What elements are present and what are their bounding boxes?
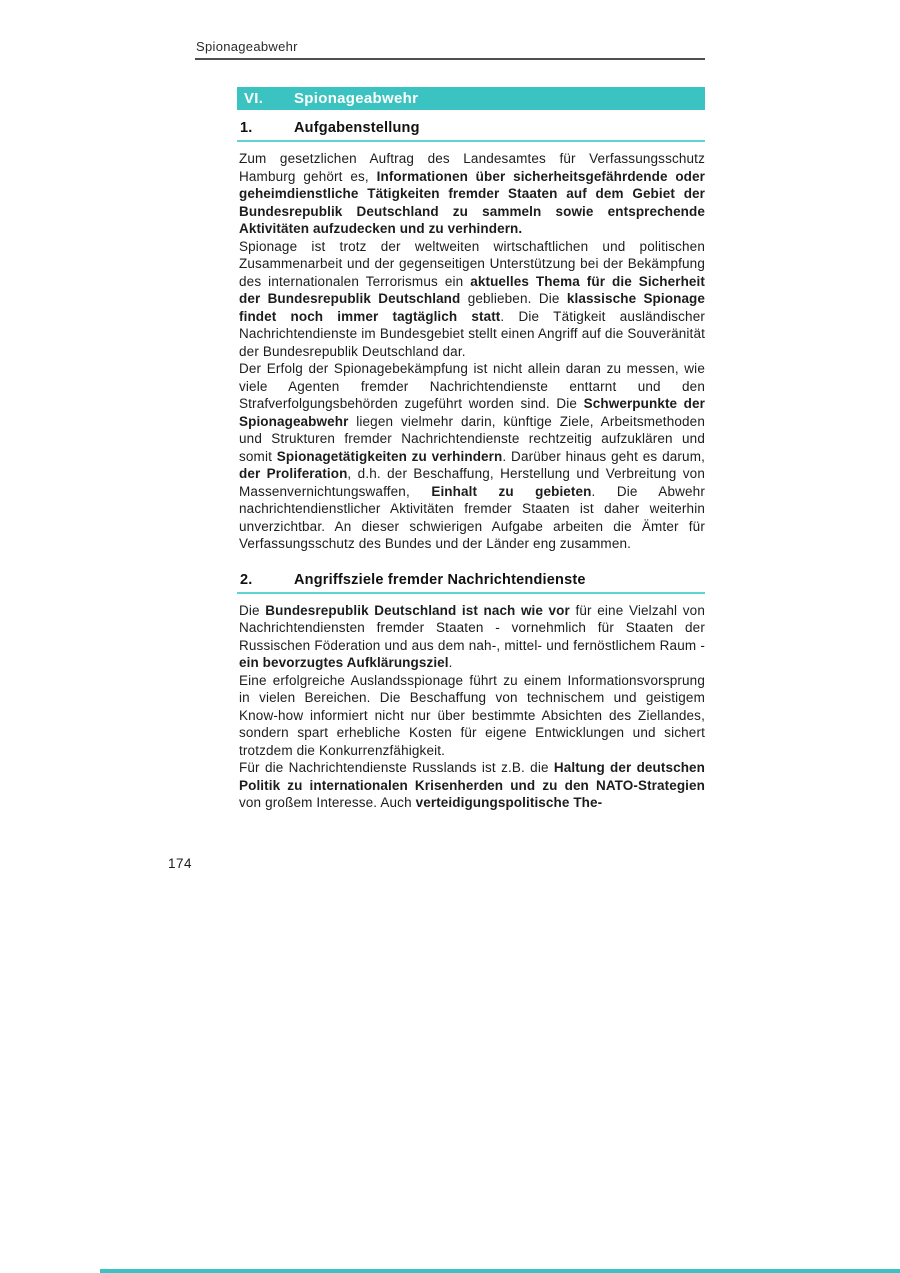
section-number: 1. — [240, 120, 253, 136]
paragraph: Der Erfolg der Spionagebekämpfung ist nicht allein daran zu messen, wie viele Agenten fremder Nachrichtendienste enttarnt und den Strafverfolgungsbehörden zugeführt worden sind. Die Schwerpunkte der Spionageabwehr liegen vielmehr darin, künftige Ziele, Arbeitsmethoden und Strukturen fremder Nachrichtendienste rechtzeitig aufzuklären und somit Spionagetätigkeiten zu verhindern. Darüber hinaus geht es darum, der Proliferation, d.h. der Beschaffung, Herstellung und Verbreitung von Massenvernichtungswaffen, Einhalt zu gebieten. Die Abwehr nachrichtendienstlicher Aktivitäten fremder Staaten ist daher weiterhin unverzichtbar. An dieser schwierigen Aufgabe arbeiten die Ämter für Verfassungsschutz des Bundes und der Länder eng zusammen. — [239, 361, 705, 551]
paragraph: Spionage ist trotz der weltweiten wirtschaftlichen und politischen Zusammenarbeit und der gegenseitigen Unterstützung bei der Bekämpfung des internationalen Terrorismus ein aktuelles Thema für die Sicherheit der Bundesrepublik Deutschland geblieben. Die klassische Spionage findet noch immer tagtäglich statt. Die Tätigkeit ausländischer Nachrichtendienste im Bundesgebiet stellt einen Angriff auf die Souveränität der Bundesrepublik Deutschland dar. — [239, 238, 706, 359]
paragraph: Zum gesetzlichen Auftrag des Landesamtes für Verfassungsschutz Hamburg gehört es, Informationen über sicherheitsgefährdende oder geheimdienstliche Tätigkeiten fremder Staaten auf dem Gebiet der Bundesrepublik Deutschland zu sammeln sowie entsprechende Aktivitäten aufzudecken und zu verhindern. — [239, 151, 705, 236]
section-number: 2. — [240, 571, 253, 588]
section-heading — [237, 120, 705, 136]
paragraph: Eine erfolgreiche Auslandsspionage führt zu einem Informationsvorsprung in vielen Bereichen. Die Beschaffung von technischem und geistigem Know-how informiert nicht nur über bestimmte Absichten des Ziellandes, sondern spart erhebliche Kosten für eigene Entwicklungen und sichert trotzdem die Konkurrenzfähigkeit. — [239, 672, 705, 758]
section-heading-underline — [237, 592, 705, 594]
header-rule — [195, 58, 705, 60]
running-header: Spionageabwehr — [196, 39, 298, 54]
section-title: Aufgabenstellung — [294, 120, 420, 136]
chapter-title: Spionageabwehr — [294, 90, 419, 107]
section-body — [237, 602, 705, 812]
section-heading-underline — [237, 140, 705, 142]
content-column — [237, 87, 705, 812]
section-heading — [237, 572, 705, 588]
section-angriffsziele — [237, 572, 705, 812]
paragraph: Für die Nachrichtendienste Russlands ist z.B. die Haltung der deutschen Politik zu internationalen Krisenherden und zu den NATO-Strategien von großem Interesse. Auch verteidigungspolitische The- — [239, 760, 705, 810]
section-body — [237, 150, 705, 553]
chapter-number: VI. — [244, 90, 264, 107]
chapter-heading-bar — [237, 87, 705, 110]
page-number: 174 — [168, 856, 193, 871]
section-title: Angriffsziele fremder Nachrichtendienste — [294, 571, 586, 588]
section-aufgabenstellung — [237, 120, 705, 553]
paragraph: Die Bundesrepublik Deutschland ist nach wie vor für eine Vielzahl von Nachrichtendiensten fremder Staaten - vornehmlich für Staaten der Russischen Föderation und aus dem nah-, mittel- und fernöstlichem Raum - ein bevorzugtes Aufklärungsziel. — [239, 602, 705, 670]
page-bottom-rule — [100, 1269, 900, 1273]
